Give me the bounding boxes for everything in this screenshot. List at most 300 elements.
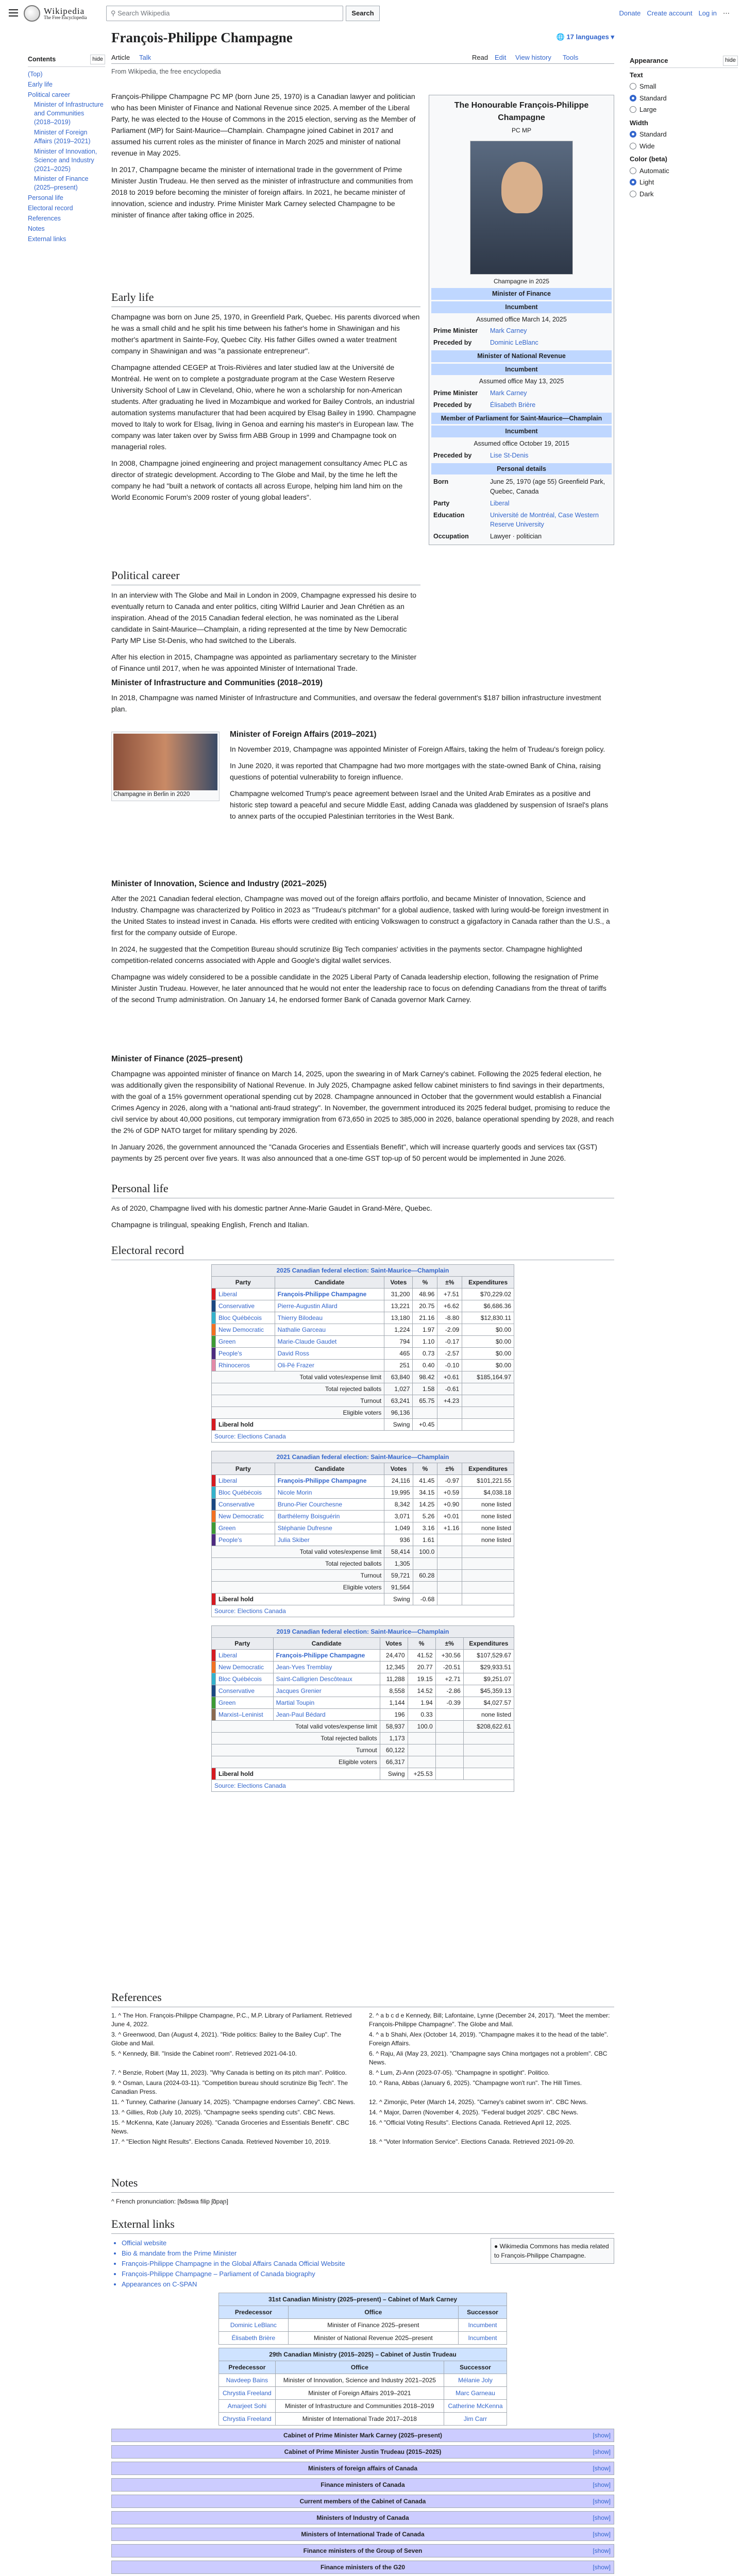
table-row [212, 1348, 514, 1360]
succession-cell: Minister of Infrastructure and Communities 2018–2019 [275, 2400, 444, 2413]
navbox-show-toggle[interactable]: [show] [593, 2564, 611, 2571]
toc-item[interactable]: Minister of Finance (2025–present) [34, 175, 89, 192]
candidate-cell[interactable]: Nathalie Garceau [275, 1324, 384, 1336]
office-status: Incumbent [431, 301, 612, 313]
percent-cell: 0.33 [408, 1709, 435, 1721]
toc-item[interactable]: References [28, 214, 61, 222]
succession-title[interactable]: 31st Canadian Ministry (2025–present) – Cabinet of Mark Carney [219, 2293, 507, 2306]
candidate-cell[interactable]: Jean-Paul Bédard [273, 1709, 380, 1721]
paragraph: After his election in 2015, Champagne was appointed as parliamentary secretary to the Minister of Finance until 2017, when he was appointed Minister of International Trade. [111, 653, 417, 672]
toc-item[interactable]: Minister of Infrastructure and Communities (2018–2019) [34, 101, 104, 126]
expenditures-cell: $0.00 [462, 1360, 514, 1371]
total-row [212, 1582, 514, 1594]
column-header: Party [212, 1277, 275, 1289]
swing-blank [437, 1594, 462, 1605]
votes-cell: 1,144 [380, 1697, 408, 1709]
reference-item: 3. ^ Greenwood, Dan (August 4, 2021). "Ride politics: Bailey to the Bailey Cup". The Globe and Mail. [111, 2031, 342, 2047]
total-value: 60.28 [413, 1570, 437, 1582]
search-icon: ⚲ [111, 9, 118, 18]
change-cell [435, 1709, 463, 1721]
table-row [212, 1487, 514, 1499]
field-value[interactable]: Dominic LeBlanc [490, 339, 538, 346]
table-row [212, 1685, 514, 1697]
toc-item[interactable]: External links [28, 235, 66, 243]
party-color-swatch [212, 1324, 216, 1336]
navbox-title-text[interactable]: Finance ministers of the G20 [320, 2564, 406, 2571]
reference-item: 16. ^ "Official Voting Results". Elections Canada. Retrieved April 12, 2025. [369, 2119, 571, 2126]
paragraph: In an interview with The Globe and Mail in London in 2009, Champagne expressed his desire to eventually return to Canada and enter politics, citing Wilfrid Laurier and Jean Chrétien as an inspiration. Ahead of the 2015 Canadian federal election, he was nominated as the Liberal candidate in Saint-Maurice—Champlain, a riding represented at the time by New Democratic Party MP Lise St-Denis, who had switched to the Liberals. [111, 591, 416, 645]
total-value: 58,937 [380, 1721, 408, 1733]
early-life-section [111, 289, 420, 508]
party-cell[interactable]: Liberal [216, 1289, 275, 1300]
color-light[interactable]: Light [630, 177, 738, 188]
language-button[interactable]: 🌐 17 languages ▾ [556, 33, 614, 41]
field-value[interactable]: Élisabeth Brière [490, 401, 536, 409]
succession-cell[interactable]: Jim Carr [444, 2413, 507, 2426]
search-button[interactable]: Search [346, 6, 380, 21]
party-cell[interactable]: Green [216, 1336, 275, 1348]
navbox-title[interactable] [112, 2479, 614, 2491]
paragraph: In January 2026, the government announced the "Canada Groceries and Essentials Benefit", which will increase quarterly goods and services tax (GST) payments by 25 percent over five years. It was also announced that a one-time GST top-up of 50 percent would be implemented in June 2026. [111, 1143, 598, 1163]
table-row [212, 1522, 514, 1534]
table-row [212, 1324, 514, 1336]
navbox-title[interactable] [112, 2512, 614, 2524]
office-heading[interactable]: Member of Parliament for Saint-Maurice—Champlain [431, 413, 612, 425]
portrait-image[interactable] [470, 141, 573, 275]
votes-cell: 1,224 [384, 1324, 413, 1336]
candidate-cell[interactable]: François-Philippe Champagne [273, 1650, 380, 1662]
section-heading: External links [111, 2215, 614, 2234]
candidate-cell[interactable]: Jacques Grenier [273, 1685, 380, 1697]
candidate-cell[interactable]: Nicole Morin [275, 1487, 384, 1499]
swing-label: Swing [384, 1594, 413, 1605]
paragraph: Champagne attended CEGEP at Trois-Rivières and later studied law at the Université de Montréal. He went on to complete a postgraduate program at the Case Western Reserve University School of Law in Cleveland, Ohio, where he won a scholarship for non-American students. After graduating he lived in Mozambique and worked for Bailey Controls, an industrial automation systems manufacturer that had been acquired by Elsag Bailey in 1990. Champagne moved to Italy to work for Elsag, living in Genoa and earning his master's in European law. The company was later taken over by Swiss firm ABB Group in 1999 and Champagne took on managerial roles. [111, 363, 416, 451]
infobox-caption: Champagne in 2025 [493, 278, 550, 285]
succession-cell: Minister of International Trade 2017–2018 [275, 2413, 444, 2426]
election-table [211, 1451, 514, 1617]
field-label: Preceded by [433, 339, 472, 346]
succession-cell[interactable]: Incumbent [458, 2332, 507, 2345]
table-row [212, 1650, 514, 1662]
succession-cell[interactable]: Amarjeet Sohi [219, 2400, 276, 2413]
navbox [111, 2445, 614, 2459]
succession-cell[interactable]: Chrystia Freeland [219, 2387, 276, 2400]
tab-read[interactable]: Read [472, 54, 488, 61]
hold-row [212, 1768, 514, 1780]
reference-item: 8. ^ Lum, Zi-Ann (2023-07-05). "Champagne in spotlight". Politico. [369, 2069, 550, 2076]
external-link[interactable]: • Appearances on C-SPAN [122, 2279, 614, 2290]
personal-details-heading: Personal details [431, 463, 612, 475]
navbox-title[interactable] [112, 2545, 614, 2557]
total-value [413, 1582, 437, 1594]
candidate-cell[interactable]: Marie-Claude Gaudet [275, 1336, 384, 1348]
candidate-cell[interactable]: Oli-Pé Frazer [275, 1360, 384, 1371]
party-cell[interactable]: Conservative [216, 1499, 275, 1511]
percent-cell: 41.52 [408, 1650, 435, 1662]
party-cell[interactable]: Marxist–Leninist [216, 1709, 274, 1721]
site-header [0, 0, 742, 28]
paragraph: Champagne is trilingual, speaking English, French and Italian. [111, 1221, 309, 1229]
change-cell: +7.51 [437, 1289, 462, 1300]
appearance-heading: Appearance [630, 57, 668, 64]
text-size-large[interactable]: Large [630, 105, 738, 115]
total-value [462, 1570, 514, 1582]
figure-caption: Champagne in Berlin in 2020 [113, 791, 190, 798]
field-label: Education [433, 511, 465, 519]
tab-edit[interactable]: Edit [495, 54, 507, 61]
field-label: Prime Minister [433, 327, 478, 335]
toc-item[interactable]: Electoral record [28, 205, 73, 212]
expenditures-cell: $9,251.07 [463, 1673, 514, 1685]
reference-item: 6. ^ Raju, Ali (May 23, 2021). "Champagne says China mortgages not a problem". CBC News. [369, 2050, 608, 2066]
succession-row [219, 2413, 507, 2426]
succession-title[interactable]: 29th Canadian Ministry (2015–2025) – Cabinet of Justin Trudeau [219, 2348, 507, 2361]
berlin-photo[interactable] [113, 734, 217, 790]
party-color-swatch [212, 1534, 216, 1546]
tab-view-history[interactable]: View history [515, 54, 551, 61]
votes-cell: 936 [384, 1534, 413, 1546]
field-label: Preceded by [433, 401, 472, 409]
field-value[interactable]: Mark Carney [490, 327, 527, 335]
table-of-contents [28, 55, 105, 245]
change-cell: -2.86 [435, 1685, 463, 1697]
swing-label: Swing [384, 1419, 413, 1431]
source-cell[interactable]: Source: Elections Canada [212, 1780, 514, 1792]
commons-box[interactable] [491, 2238, 614, 2264]
change-cell: -0.10 [437, 1360, 462, 1371]
party-color-swatch [212, 1348, 216, 1360]
foreign-affairs-section [230, 726, 614, 827]
references-section [111, 1989, 614, 2148]
total-value [435, 1721, 463, 1733]
party-cell[interactable]: Bloc Québécois [216, 1487, 275, 1499]
donate-link[interactable]: Donate [619, 9, 641, 17]
create-account-link[interactable]: Create account [647, 9, 693, 17]
navbox-title-text[interactable]: Ministers of foreign affairs of Canada [308, 2465, 418, 2472]
expenditures-cell: $4,027.57 [463, 1697, 514, 1709]
navbox-title-text[interactable]: Cabinet of Prime Minister Mark Carney (2025–present) [283, 2432, 443, 2439]
navbox-show-toggle[interactable]: [show] [593, 2432, 611, 2439]
candidate-cell[interactable]: François-Philippe Champagne [275, 1289, 384, 1300]
field-value[interactable]: Lise St-Denis [490, 451, 529, 459]
votes-cell: 196 [380, 1709, 408, 1721]
candidate-cell[interactable]: Pierre-Augustin Allard [275, 1300, 384, 1312]
candidate-cell[interactable]: Martial Toupin [273, 1697, 380, 1709]
tab-tools[interactable]: Tools [563, 54, 579, 61]
succession-cell[interactable]: Navdeep Bains [219, 2374, 276, 2387]
party-cell[interactable]: Liberal [216, 1650, 274, 1662]
total-label: Total valid votes/expense limit [212, 1721, 380, 1733]
swing-blank [462, 1594, 514, 1605]
total-row [212, 1570, 514, 1582]
column-header: Votes [384, 1277, 413, 1289]
wikipedia-logo[interactable] [24, 5, 87, 22]
navbox-show-toggle[interactable]: [show] [593, 2547, 611, 2554]
party-color-swatch [212, 1697, 216, 1709]
log-in-link[interactable]: Log in [698, 9, 717, 17]
section-heading: References [111, 1989, 614, 2007]
paragraph: In 2024, he suggested that the Competition Bureau should scrutinize Big Tech companies' activities in the payments sector. Champagne highlighted competition-related concerns associated with Apple and Google's digital wallet services. [111, 945, 582, 965]
external-link[interactable]: • François-Philippe Champagne – Parliament of Canada biography [122, 2269, 614, 2279]
subsection-heading: Minister of Innovation, Science and Industry (2021–2025) [111, 879, 327, 888]
candidate-cell[interactable]: Julia Skiber [275, 1534, 384, 1546]
table-row [212, 1697, 514, 1709]
total-row [212, 1407, 514, 1419]
total-value: 98.42 [413, 1371, 437, 1383]
percent-cell: 1.97 [413, 1324, 437, 1336]
votes-cell: 251 [384, 1360, 413, 1371]
from-wikipedia: From Wikipedia, the free encyclopedia [111, 68, 221, 75]
reference-item: 10. ^ Rana, Abbas (January 6, 2025). "Champagne won't run". The Hill Times. [369, 2079, 582, 2087]
table-caption[interactable]: 2019 Canadian federal election: Saint-Maurice—Champlain [212, 1626, 514, 1638]
navbox-title[interactable] [112, 2561, 614, 2573]
navbox-title[interactable] [112, 2429, 614, 2442]
total-value: 66,317 [380, 1756, 408, 1768]
toc-item[interactable]: Minister of Foreign Affairs (2019–2021) [34, 129, 91, 145]
column-header: ±% [435, 1638, 463, 1650]
toc-item[interactable]: Personal life [28, 194, 63, 202]
hold-cell: Liberal hold [216, 1419, 384, 1431]
expenditures-cell: $4,038.18 [462, 1487, 514, 1499]
party-color-swatch [212, 1336, 216, 1348]
color-dark[interactable]: Dark [630, 189, 738, 199]
party-cell[interactable]: Liberal [216, 1475, 275, 1487]
paragraph: In 2018, Champagne was named Minister of Infrastructure and Communities, and oversaw the federal government's $187 billion infrastructure investment plan. [111, 693, 601, 714]
swing-value: -0.68 [413, 1594, 437, 1605]
navbox-title-text[interactable]: Current members of the Cabinet of Canada [299, 2498, 426, 2505]
succession-cell[interactable]: Catherine McKenna [444, 2400, 507, 2413]
total-value: 63,241 [384, 1395, 413, 1407]
navbox [111, 2429, 614, 2442]
column-header: Expenditures [462, 1277, 514, 1289]
tab-talk[interactable]: Talk [139, 54, 151, 61]
toc-item[interactable]: Political career [28, 91, 70, 98]
total-row [212, 1383, 514, 1395]
party-color-swatch [212, 1289, 216, 1300]
total-label: Turnout [212, 1744, 380, 1756]
expenditures-cell: $29,933.51 [463, 1662, 514, 1673]
total-label: Turnout [212, 1570, 384, 1582]
search-input[interactable] [106, 6, 374, 21]
berlin-figure [111, 732, 220, 801]
party-cell[interactable]: People's [216, 1534, 275, 1546]
total-value: 91,564 [384, 1582, 413, 1594]
candidate-cell[interactable]: Saint-Calligrien Descôteaux [273, 1673, 380, 1685]
party-cell[interactable]: Green [216, 1522, 275, 1534]
more-options-icon[interactable]: ⋯ [723, 9, 730, 17]
total-value [435, 1744, 463, 1756]
candidate-cell[interactable]: Jean-Yves Tremblay [273, 1662, 380, 1673]
navbox-title-text[interactable]: Cabinet of Prime Minister Justin Trudeau (2015–2025) [284, 2448, 442, 2455]
succession-cell[interactable]: Marc Garneau [444, 2387, 507, 2400]
text-size-small[interactable]: Small [630, 81, 738, 92]
table-row [212, 1360, 514, 1371]
navbox-title-text[interactable]: Finance ministers of Canada [321, 2481, 405, 2488]
navbox [111, 2561, 614, 2574]
candidate-cell[interactable]: David Ross [275, 1348, 384, 1360]
succession-cell[interactable]: Incumbent [458, 2319, 507, 2332]
navbox-title[interactable] [112, 2462, 614, 2475]
change-cell: +2.71 [435, 1673, 463, 1685]
table-caption[interactable]: 2021 Canadian federal election: Saint-Maurice—Champlain [212, 1451, 514, 1463]
office-heading[interactable]: Minister of National Revenue [431, 350, 612, 362]
external-link[interactable]: • François-Philippe Champagne in the Global Affairs Canada Official Website [122, 2259, 614, 2269]
navbox-title[interactable] [112, 2495, 614, 2507]
table-row [212, 1673, 514, 1685]
succession-cell[interactable]: Dominic LeBlanc [219, 2319, 289, 2332]
expenditures-cell: $12,830.11 [462, 1312, 514, 1324]
change-cell: +30.56 [435, 1650, 463, 1662]
navbox [111, 2478, 614, 2492]
candidate-cell[interactable]: Bruno-Pier Courchesne [275, 1499, 384, 1511]
navbox-title[interactable] [112, 2528, 614, 2540]
votes-cell: 8,342 [384, 1499, 413, 1511]
party-cell[interactable]: New Democratic [216, 1324, 275, 1336]
toc-hide-button[interactable]: hide [90, 55, 105, 64]
column-header: Candidate [275, 1277, 384, 1289]
change-cell: -2.57 [437, 1348, 462, 1360]
table-caption[interactable]: 2025 Canadian federal election: Saint-Maurice—Champlain [212, 1265, 514, 1277]
navbox-show-toggle[interactable]: [show] [593, 2448, 611, 2455]
party-cell[interactable]: Conservative [216, 1300, 275, 1312]
external-link[interactable]: • Official website [122, 2238, 614, 2248]
column-header: Expenditures [462, 1463, 514, 1475]
navbox [111, 2544, 614, 2557]
main-menu-icon[interactable] [8, 7, 19, 19]
navbox-show-toggle[interactable]: [show] [593, 2465, 611, 2472]
notes-section [111, 2174, 614, 2206]
toc-item[interactable]: Notes [28, 225, 45, 232]
candidate-cell[interactable]: Thierry Bilodeau [275, 1312, 384, 1324]
succession-cell[interactable]: Chrystia Freeland [219, 2413, 276, 2426]
toc-item[interactable]: (Top) [28, 70, 43, 78]
field-value[interactable]: Liberal [490, 499, 510, 507]
width-standard[interactable]: Standard [630, 129, 738, 140]
search-placeholder: Search Wikipedia [117, 9, 170, 18]
reference-item: 15. ^ McKenna, Kate (January 2026). "Canada Groceries and Essentials Benefit". CBC News. [111, 2119, 349, 2135]
reference-item: 18. ^ "Voter Information Service". Elections Canada. Retrieved 2021-09-20. [369, 2138, 575, 2145]
source-cell[interactable]: Source: Elections Canada [212, 1605, 514, 1617]
votes-cell: 3,071 [384, 1511, 413, 1522]
field-label: Prime Minister [433, 389, 478, 397]
election-table [211, 1625, 514, 1792]
election-tables [111, 1264, 614, 1792]
expenditures-cell: $107,529.67 [463, 1650, 514, 1662]
office-heading[interactable]: Minister of Finance [431, 288, 612, 300]
party-color-swatch [212, 1685, 216, 1697]
hold-cell: Liberal hold [216, 1594, 384, 1605]
party-cell[interactable]: Conservative [216, 1685, 274, 1697]
external-link[interactable]: • Bio & mandate from the Prime Minister [122, 2248, 614, 2259]
navbox-show-toggle[interactable]: [show] [593, 2498, 611, 2505]
party-color-swatch [212, 1662, 216, 1673]
succession-col-header: Office [275, 2361, 444, 2374]
color-automatic[interactable]: Automatic [630, 166, 738, 176]
appearance-hide-button[interactable]: hide [723, 56, 738, 66]
width-wide[interactable]: Wide [630, 141, 738, 151]
source-cell[interactable]: Source: Elections Canada [212, 1431, 514, 1443]
total-label: Eligible voters [212, 1407, 384, 1419]
party-cell[interactable]: Bloc Québécois [216, 1312, 275, 1324]
total-row [212, 1733, 514, 1744]
party-cell[interactable]: New Democratic [216, 1511, 275, 1522]
paragraph: Champagne welcomed Trump's peace agreement between Israel and the United Arab Emirates as a positive and historic step toward a peaceful and secure Middle East, adding Canada was gladdened by suspension of Israel's plans to annex parts of the occupied Palestinian territories in the West Bank. [230, 789, 609, 821]
party-cell[interactable]: Green [216, 1697, 274, 1709]
paragraph: In 2008, Champagne joined engineering and project management consultancy Amec PLC as director of strategic development. According to The Globe and Mail, by the time he left the company he had "built a network of contacts all across Europe, helping him land him on the World Economic Forum's 2009 roster of young global leaders". [111, 459, 408, 501]
candidate-cell[interactable]: François-Philippe Champagne [275, 1475, 384, 1487]
paragraph: Champagne was widely considered to be a possible candidate in the 2025 Liberal Party of Canada leadership election, following the resignation of Prime Minister Justin Trudeau. However, he later announced that he would not enter the leadership race to focus on defending Canadians from the threat of tariffs of the second Trump administration. On January 14, he endorsed former Bank of Canada governor Mark Carney. [111, 973, 606, 1004]
toc-item[interactable]: Early life [28, 80, 53, 88]
total-value [462, 1407, 514, 1419]
succession-col-header: Predecessor [219, 2306, 289, 2319]
text-size-standard[interactable]: Standard [630, 93, 738, 104]
field-value[interactable]: Mark Carney [490, 389, 527, 397]
navbox-title-text[interactable]: Finance ministers of the Group of Seven [303, 2547, 423, 2554]
navbox [111, 2462, 614, 2475]
percent-cell: 14.25 [413, 1499, 437, 1511]
total-value [408, 1733, 435, 1744]
section-heading: Early life [111, 289, 420, 307]
party-color-swatch [212, 1511, 216, 1522]
succession-row [219, 2319, 507, 2332]
tab-article[interactable]: Article [111, 54, 130, 61]
expenditures-cell: $45,359.13 [463, 1685, 514, 1697]
total-value [462, 1395, 514, 1407]
navbox-title[interactable] [112, 2446, 614, 2458]
subsection-heading: Minister of Infrastructure and Communities (2018–2019) [111, 679, 323, 687]
reference-item: 7. ^ Benzie, Robert (May 11, 2023). "Why Canada is betting on its pitch man". Politico. [111, 2069, 347, 2076]
column-header: Party [212, 1463, 275, 1475]
party-color-swatch [212, 1768, 216, 1780]
succession-cell[interactable]: Élisabeth Brière [219, 2332, 289, 2345]
navbox-title-text[interactable]: Ministers of Industry of Canada [316, 2514, 409, 2521]
party-cell[interactable]: People's [216, 1348, 275, 1360]
navbox-show-toggle[interactable]: [show] [593, 2531, 611, 2538]
candidate-cell[interactable]: Barthélemy Boisguérin [275, 1511, 384, 1522]
total-value [408, 1744, 435, 1756]
total-value: 1.58 [413, 1383, 437, 1395]
navbox-show-toggle[interactable]: [show] [593, 2514, 611, 2521]
column-header: % [408, 1638, 435, 1650]
reference-item: 4. ^ a b Shahi, Alex (October 14, 2019). "Champagne makes it to the head of the table". Foreign Affairs. [369, 2031, 609, 2047]
navboxes [111, 2429, 614, 2576]
navbox-title-text[interactable]: Ministers of International Trade of Canada [301, 2531, 425, 2538]
reference-item: 11. ^ Tunney, Catharine (January 14, 2025). "Champagne endorses Carney". CBC News. [111, 2098, 356, 2106]
reference-item: 2. ^ a b c d e Kennedy, Bill; Lafontaine, Lynne (December 24, 2017). "Meet the member: François-Philippe Champagne". The Globe and Mail. [369, 2012, 610, 2028]
reference-item: 9. ^ Osman, Laura (2024-03-11). "Competition bureau should scrutinize Big Tech". The Canadian Press. [111, 2079, 348, 2095]
table-row [212, 1289, 514, 1300]
subsection-heading: Minister of Finance (2025–present) [111, 1055, 243, 1063]
column-header: Party [212, 1638, 274, 1650]
total-value [437, 1407, 462, 1419]
expenditures-cell: none listed [463, 1709, 514, 1721]
succession-table [218, 2293, 507, 2345]
votes-cell: 794 [384, 1336, 413, 1348]
swing-blank [462, 1419, 514, 1431]
party-cell[interactable]: New Democratic [216, 1662, 274, 1673]
field-value[interactable]: Université de Montréal, Case Western Reserve University [490, 511, 599, 529]
navbox-show-toggle[interactable]: [show] [593, 2481, 611, 2488]
color-label: Color (beta) [630, 155, 667, 163]
candidate-cell[interactable]: Stéphanie Dufresne [275, 1522, 384, 1534]
toc-item[interactable]: Minister of Innovation, Science and Industry (2021–2025) [34, 147, 97, 173]
change-cell: +0.90 [437, 1499, 462, 1511]
party-cell[interactable]: Bloc Québécois [216, 1673, 274, 1685]
office-dates: Assumed office October 19, 2015 [474, 440, 569, 447]
party-cell[interactable]: Rhinoceros [216, 1360, 275, 1371]
total-value: $185,164.97 [462, 1371, 514, 1383]
succession-cell[interactable]: Mélanie Joly [444, 2374, 507, 2387]
